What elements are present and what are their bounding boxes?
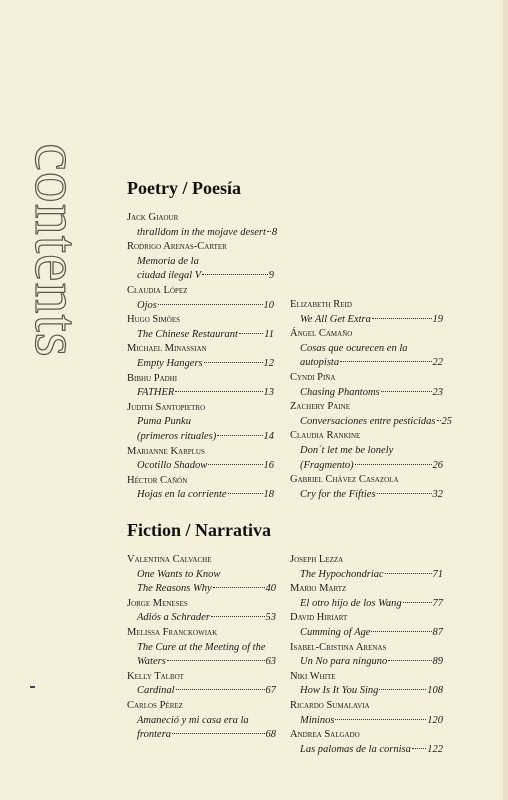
toc-entry: [290, 371, 443, 400]
fiction-column-left: [127, 553, 276, 743]
title-page-row: [290, 356, 443, 371]
author-name: Joseph Lezza: [290, 554, 344, 565]
work-title: The Reasons Why: [137, 583, 212, 595]
author-name: Elizabeth Reid: [290, 299, 352, 310]
page-number: 25: [441, 415, 453, 427]
title-line: Memoria de la: [137, 255, 199, 267]
dot-leader: [412, 748, 426, 749]
work-title: Ojos: [137, 299, 157, 311]
page-number: 63: [265, 656, 276, 668]
author-name: Carlos Pérez: [127, 699, 183, 711]
title-page-row: [290, 684, 443, 699]
work-title: Hojas en la corriente: [137, 489, 227, 501]
dot-leader: [158, 304, 263, 305]
title-page-row: [127, 459, 274, 474]
title-page-row: [127, 488, 274, 503]
work-title: Mininos: [300, 714, 335, 726]
work-title: ciudad ilegal V: [137, 270, 202, 282]
dot-leader: [335, 719, 426, 720]
toc-entry: [127, 474, 274, 503]
title-page-row: [127, 328, 274, 343]
page-number: 68: [265, 729, 276, 741]
page-number: 40: [265, 583, 276, 595]
author-name: Valentina Calvache: [127, 554, 212, 565]
page-number: 87: [432, 626, 443, 638]
toc-entry: [127, 597, 276, 626]
title-page-row: [290, 626, 443, 641]
dot-leader: [202, 274, 268, 275]
work-title: Chasing Phantoms: [300, 386, 380, 398]
fiction-heading: Fiction / Narrativa: [127, 520, 271, 540]
toc-entry: [290, 327, 443, 371]
work-title: thralldom in the mojave desert: [137, 226, 266, 238]
author-name: Mario Martz: [290, 583, 347, 595]
work-title: We All Get Extra: [300, 313, 371, 325]
author-name: Hugo Simões: [127, 314, 180, 326]
page-number: 89: [432, 656, 443, 668]
fiction-column-right: [290, 553, 443, 757]
page-number: 13: [263, 387, 274, 399]
title-page-row: [127, 728, 276, 743]
title-page-row: [290, 415, 453, 430]
work-title: Cry for the Fifties: [300, 488, 376, 500]
page-number: 120: [427, 714, 443, 726]
toc-entry: [290, 582, 443, 611]
dot-leader: [217, 435, 262, 436]
author-name: Michael Minassian: [127, 343, 207, 355]
work-title: Waters: [137, 656, 166, 668]
toc-entry: [127, 626, 276, 670]
author-name: Ricardo Sumalavia: [290, 699, 370, 711]
work-title: Ocotillo Shadow: [137, 460, 208, 472]
toc-entry: [127, 240, 274, 284]
title-page-row: [290, 313, 443, 328]
scan-mark: [30, 686, 35, 688]
page-number: 11: [264, 328, 274, 340]
dot-leader: [204, 362, 263, 363]
work-title: Las palomas de la cornisa: [300, 743, 411, 755]
page-number: 23: [432, 386, 443, 398]
toc-entry: [290, 553, 443, 582]
toc-entry: [127, 372, 274, 401]
page-number: 122: [427, 743, 443, 755]
author-name: Jorge Meneses: [127, 597, 188, 609]
author-name: David Hiriart: [290, 612, 348, 624]
dot-leader: [176, 689, 265, 690]
title-page-row: [290, 568, 443, 583]
toc-entry: [290, 728, 443, 757]
work-title: Un No para ninguno: [300, 656, 388, 668]
title-line: Cosas que ocurecen en la: [300, 342, 408, 354]
title-page-row: [127, 357, 274, 372]
toc-entry: [290, 429, 443, 473]
page-number: 32: [432, 488, 443, 500]
page-number: 71: [432, 568, 443, 580]
page-number: 22: [432, 357, 443, 369]
dot-leader: [372, 318, 432, 319]
work-title: Conversaciones entre pesticidas: [300, 415, 436, 427]
poetry-column-left: [127, 211, 278, 503]
author-name: Melissa Franckowiak: [127, 626, 218, 638]
dot-leader: [381, 391, 432, 392]
work-title: Adiós a Schrader: [137, 612, 210, 624]
title-page-row: [127, 655, 276, 670]
author-name: Bibhu Padhi: [127, 372, 178, 384]
title-page-row: [290, 488, 443, 503]
author-name: Héctor Cañón: [127, 474, 188, 486]
toc-entry: [127, 211, 278, 240]
title-page-row: [127, 582, 276, 597]
page-number: 14: [263, 430, 274, 442]
page-number: 8: [271, 226, 278, 238]
title-page-row: [290, 743, 443, 758]
author-name: Jack Giaour: [127, 212, 179, 223]
work-title: Cardinal: [137, 685, 175, 697]
title-page-row: [127, 226, 278, 241]
dot-leader: [267, 231, 271, 232]
author-name: Marianne Karplus: [127, 445, 205, 457]
page-number: 18: [263, 489, 274, 501]
dot-leader: [239, 333, 263, 334]
page-number: 77: [432, 597, 443, 609]
author-name: Judith Santopietro: [127, 401, 206, 413]
page-number: 53: [265, 612, 276, 624]
dot-leader: [208, 464, 262, 465]
toc-entry: [290, 670, 443, 699]
title-page-row: [127, 430, 274, 445]
toc-entry: [290, 699, 443, 728]
work-title: (primeros rituales): [137, 430, 217, 442]
toc-entry: [290, 298, 443, 327]
work-title: El otro hijo de los Wang: [300, 597, 402, 609]
toc-entry: [127, 342, 274, 371]
dot-leader: [211, 616, 265, 617]
dot-leader: [437, 420, 441, 421]
toc-entry: [127, 699, 276, 743]
dot-leader: [403, 602, 432, 603]
dot-leader: [379, 689, 426, 690]
title-page-row: [127, 299, 274, 314]
work-title: The Hypochondriac: [300, 568, 384, 580]
toc-entry: [127, 445, 274, 474]
author-name: Kelly Talbot: [127, 670, 184, 682]
work-title: autopista: [300, 357, 340, 369]
author-name: Cyndi Piña: [290, 371, 336, 383]
dot-leader: [172, 733, 264, 734]
author-name: Rodrigo Arenas-Carter: [127, 241, 227, 253]
work-title: (Fragmento): [300, 459, 354, 471]
title-line: Amaneció y mi casa era la: [137, 714, 249, 726]
author-name: Ángel Camaño: [290, 328, 353, 340]
poetry-heading: Poetry / Poesía: [127, 178, 241, 198]
title-page-row: [290, 714, 443, 729]
dot-leader: [371, 631, 431, 632]
title-line: Don´t let me be lonely: [300, 444, 394, 456]
dot-leader: [388, 660, 431, 661]
dot-leader: [167, 660, 265, 661]
toc-entry: [127, 313, 274, 342]
toc-entry: [127, 670, 276, 699]
title-page-row: [290, 597, 443, 612]
side-title-text: contents: [21, 142, 90, 358]
toc-entry: [290, 611, 443, 640]
author-name: Claudia Rankine: [290, 430, 361, 442]
title-line: The Cure at the Meeting of the: [137, 641, 266, 653]
work-title: frontera: [137, 729, 172, 741]
author-name: Andrea Salgado: [290, 729, 360, 741]
dot-leader: [385, 573, 432, 574]
work-title: Empty Hangers: [137, 357, 203, 369]
toc-entry: [290, 641, 443, 670]
title-page-row: [127, 611, 276, 626]
page-number: 10: [263, 299, 274, 311]
page-number: 19: [432, 313, 443, 325]
page-number: 67: [265, 685, 276, 697]
work-title: The Chinese Restaurant: [137, 328, 238, 340]
title-line: One Wants to Know: [137, 568, 221, 580]
author-name: Gabriel Chávez Casazola: [290, 474, 399, 486]
title-page-row: [290, 386, 443, 401]
dot-leader: [175, 391, 262, 392]
work-title: FATHER: [137, 387, 175, 399]
title-page-row: [290, 459, 443, 474]
dot-leader: [228, 493, 263, 494]
title-page-row: [127, 386, 274, 401]
title-page-row: [290, 655, 443, 670]
title-page-row: [127, 269, 274, 284]
page-number: 12: [263, 357, 274, 369]
work-title: Cumming of Age: [300, 626, 371, 638]
author-name: Claudia López: [127, 284, 188, 296]
dot-leader: [340, 361, 431, 362]
page-number: 108: [427, 685, 443, 697]
page-number: 9: [268, 270, 274, 282]
page-number: 16: [263, 460, 274, 472]
author-name: Zachery Paine: [290, 401, 350, 413]
page-number: 26: [432, 459, 443, 471]
author-name: Niki White: [290, 670, 336, 682]
title-line: Puma Punku: [137, 416, 191, 428]
title-page-row: [127, 684, 276, 699]
dot-leader: [213, 587, 265, 588]
work-title: How Is It You Sing: [300, 685, 379, 697]
toc-entry: [290, 400, 453, 429]
dot-leader: [355, 464, 432, 465]
side-title: [20, 100, 90, 400]
dot-leader: [377, 493, 432, 494]
toc-entry: [127, 553, 276, 597]
author-name: Isabel-Cristina Arenas: [290, 641, 387, 653]
poetry-column-right: [290, 298, 453, 502]
toc-entry: [127, 401, 274, 445]
toc-entry: [127, 284, 274, 313]
toc-entry: [290, 473, 443, 502]
page-edge: [503, 0, 508, 800]
